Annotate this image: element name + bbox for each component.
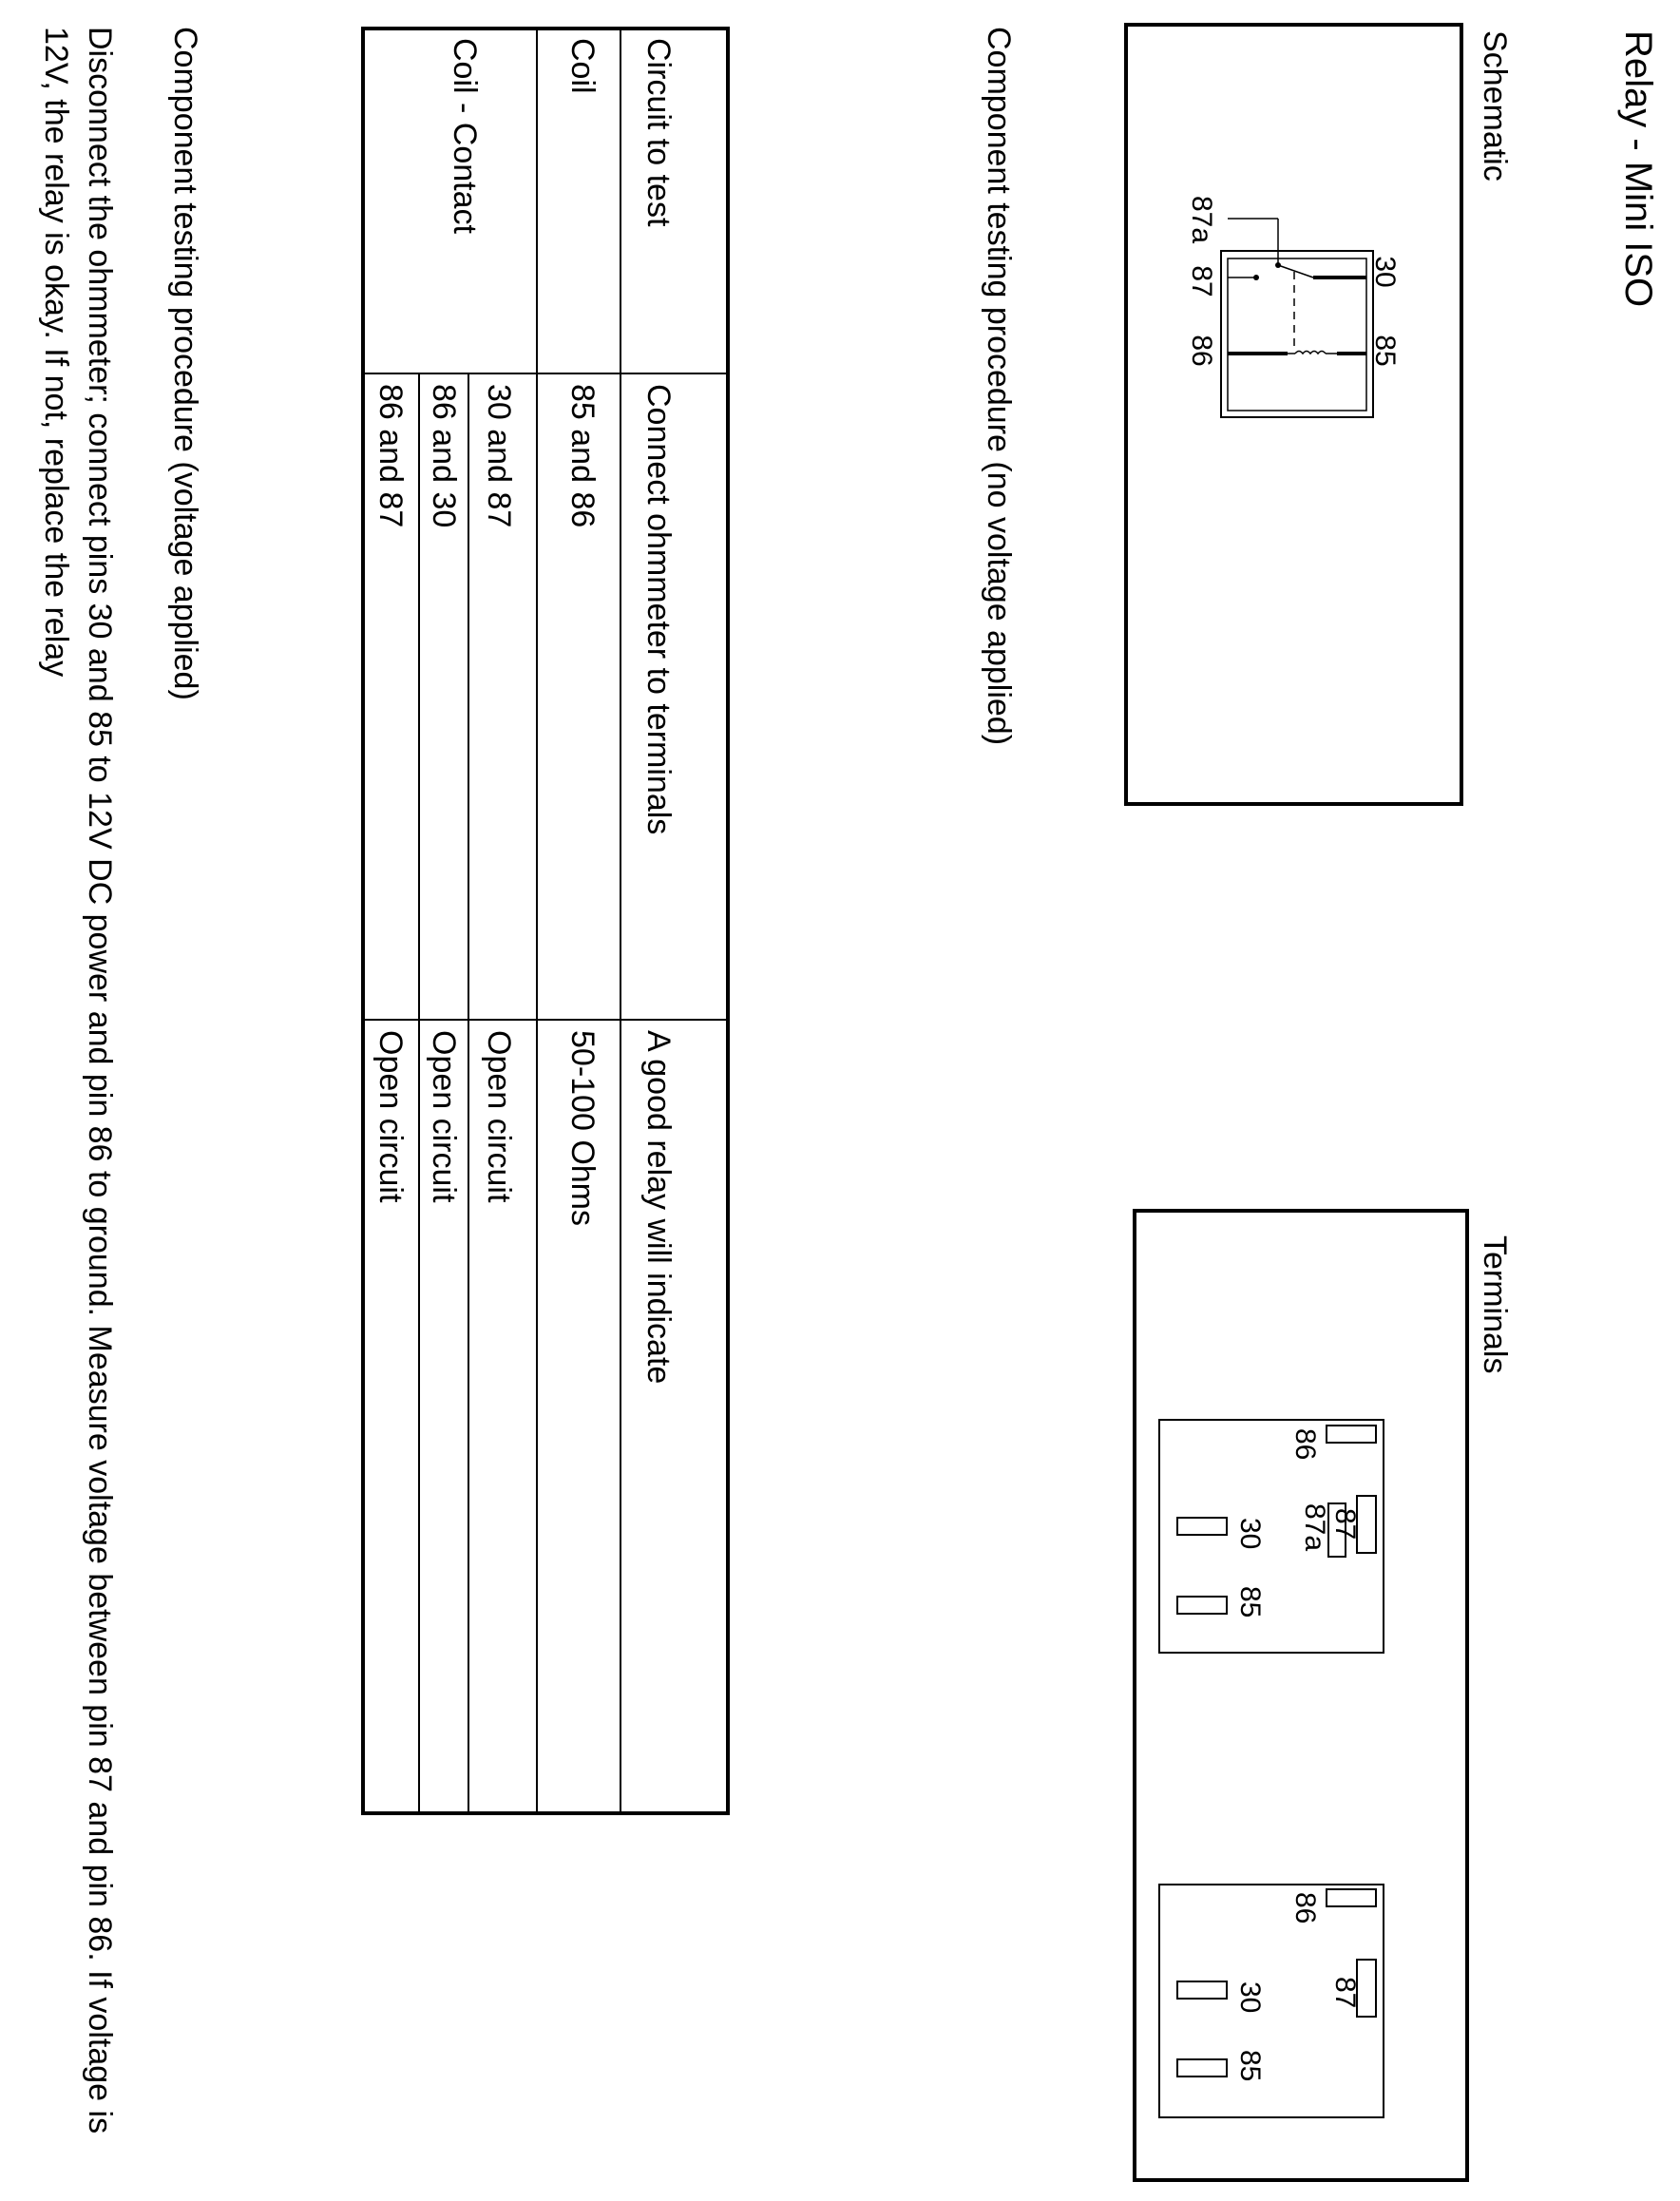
terminals-heading: Terminals <box>1477 1235 1513 1374</box>
schematic-heading: Schematic <box>1477 30 1513 182</box>
terminal-a-85: 85 <box>1234 1586 1266 1618</box>
row-divider <box>468 373 469 1811</box>
schematic-pin-87: 87 <box>1186 265 1217 297</box>
terminals-panel <box>1133 1209 1469 2182</box>
terminal-b-86: 86 <box>1289 1892 1321 1924</box>
row-divider <box>620 30 621 1811</box>
schematic-pin-87a: 87a <box>1186 195 1217 244</box>
table-row-terminals: 86 and 30 <box>426 384 462 528</box>
terminal-a-30: 30 <box>1234 1518 1266 1550</box>
voltage-test-instructions: Disconnect the ohmmeter; connect pins 30 and 85 to 12V DC power and pin 86 to ground. Measure voltage between pin 87 and pin 86. If voltage is 12V, the relay is okay. If not, replace the relay <box>38 27 118 2134</box>
component-test-table <box>361 27 730 1815</box>
table-row-indicate: 50-100 Ohms <box>564 1030 601 1226</box>
terminal-diagram-4-pin <box>1159 1885 1384 2117</box>
row-divider <box>418 373 420 1811</box>
terminal-b-30: 30 <box>1234 1981 1266 2014</box>
table-header-circuit: Circuit to test <box>640 38 677 227</box>
terminal-b-87: 87 <box>1329 1977 1361 2009</box>
terminal-diagram-5-pin <box>1159 1420 1384 1653</box>
table-row-terminals: 86 and 87 <box>372 384 409 528</box>
relay-terminals-diagram <box>1133 1209 1469 2182</box>
schematic-pin-85: 85 <box>1369 335 1401 367</box>
schematic-pin-30: 30 <box>1369 256 1401 288</box>
table-header-terminals: Connect ohmmeter to terminals <box>640 384 677 835</box>
table-header-indicate: A good relay will indicate <box>640 1030 677 1385</box>
row-divider <box>536 30 538 1811</box>
terminal-a-87: 87 <box>1329 1508 1361 1541</box>
relay-schematic-diagram <box>1124 23 1463 806</box>
terminal-a-86: 86 <box>1289 1428 1321 1461</box>
table-row-circuit: Coil <box>564 38 601 94</box>
table-row-indicate: Open circuit <box>426 1030 462 1203</box>
table-row-terminals: 30 and 87 <box>481 384 517 528</box>
table-row-indicate: Open circuit <box>481 1030 517 1203</box>
terminal-a-87a: 87a <box>1299 1503 1330 1552</box>
page-title: Relay - Mini ISO <box>1617 30 1659 308</box>
schematic-panel <box>1124 23 1463 806</box>
no-voltage-test-heading: Component testing procedure (no voltage applied) <box>981 27 1017 746</box>
table-row-terminals: 85 and 86 <box>564 384 601 528</box>
terminal-b-85: 85 <box>1234 2050 1266 2082</box>
voltage-test-heading: Component testing procedure (voltage applied) <box>167 27 203 700</box>
table-row-circuit: Coil - Contact <box>447 38 483 234</box>
table-row-indicate: Open circuit <box>372 1030 409 1203</box>
schematic-pin-86: 86 <box>1186 335 1217 367</box>
